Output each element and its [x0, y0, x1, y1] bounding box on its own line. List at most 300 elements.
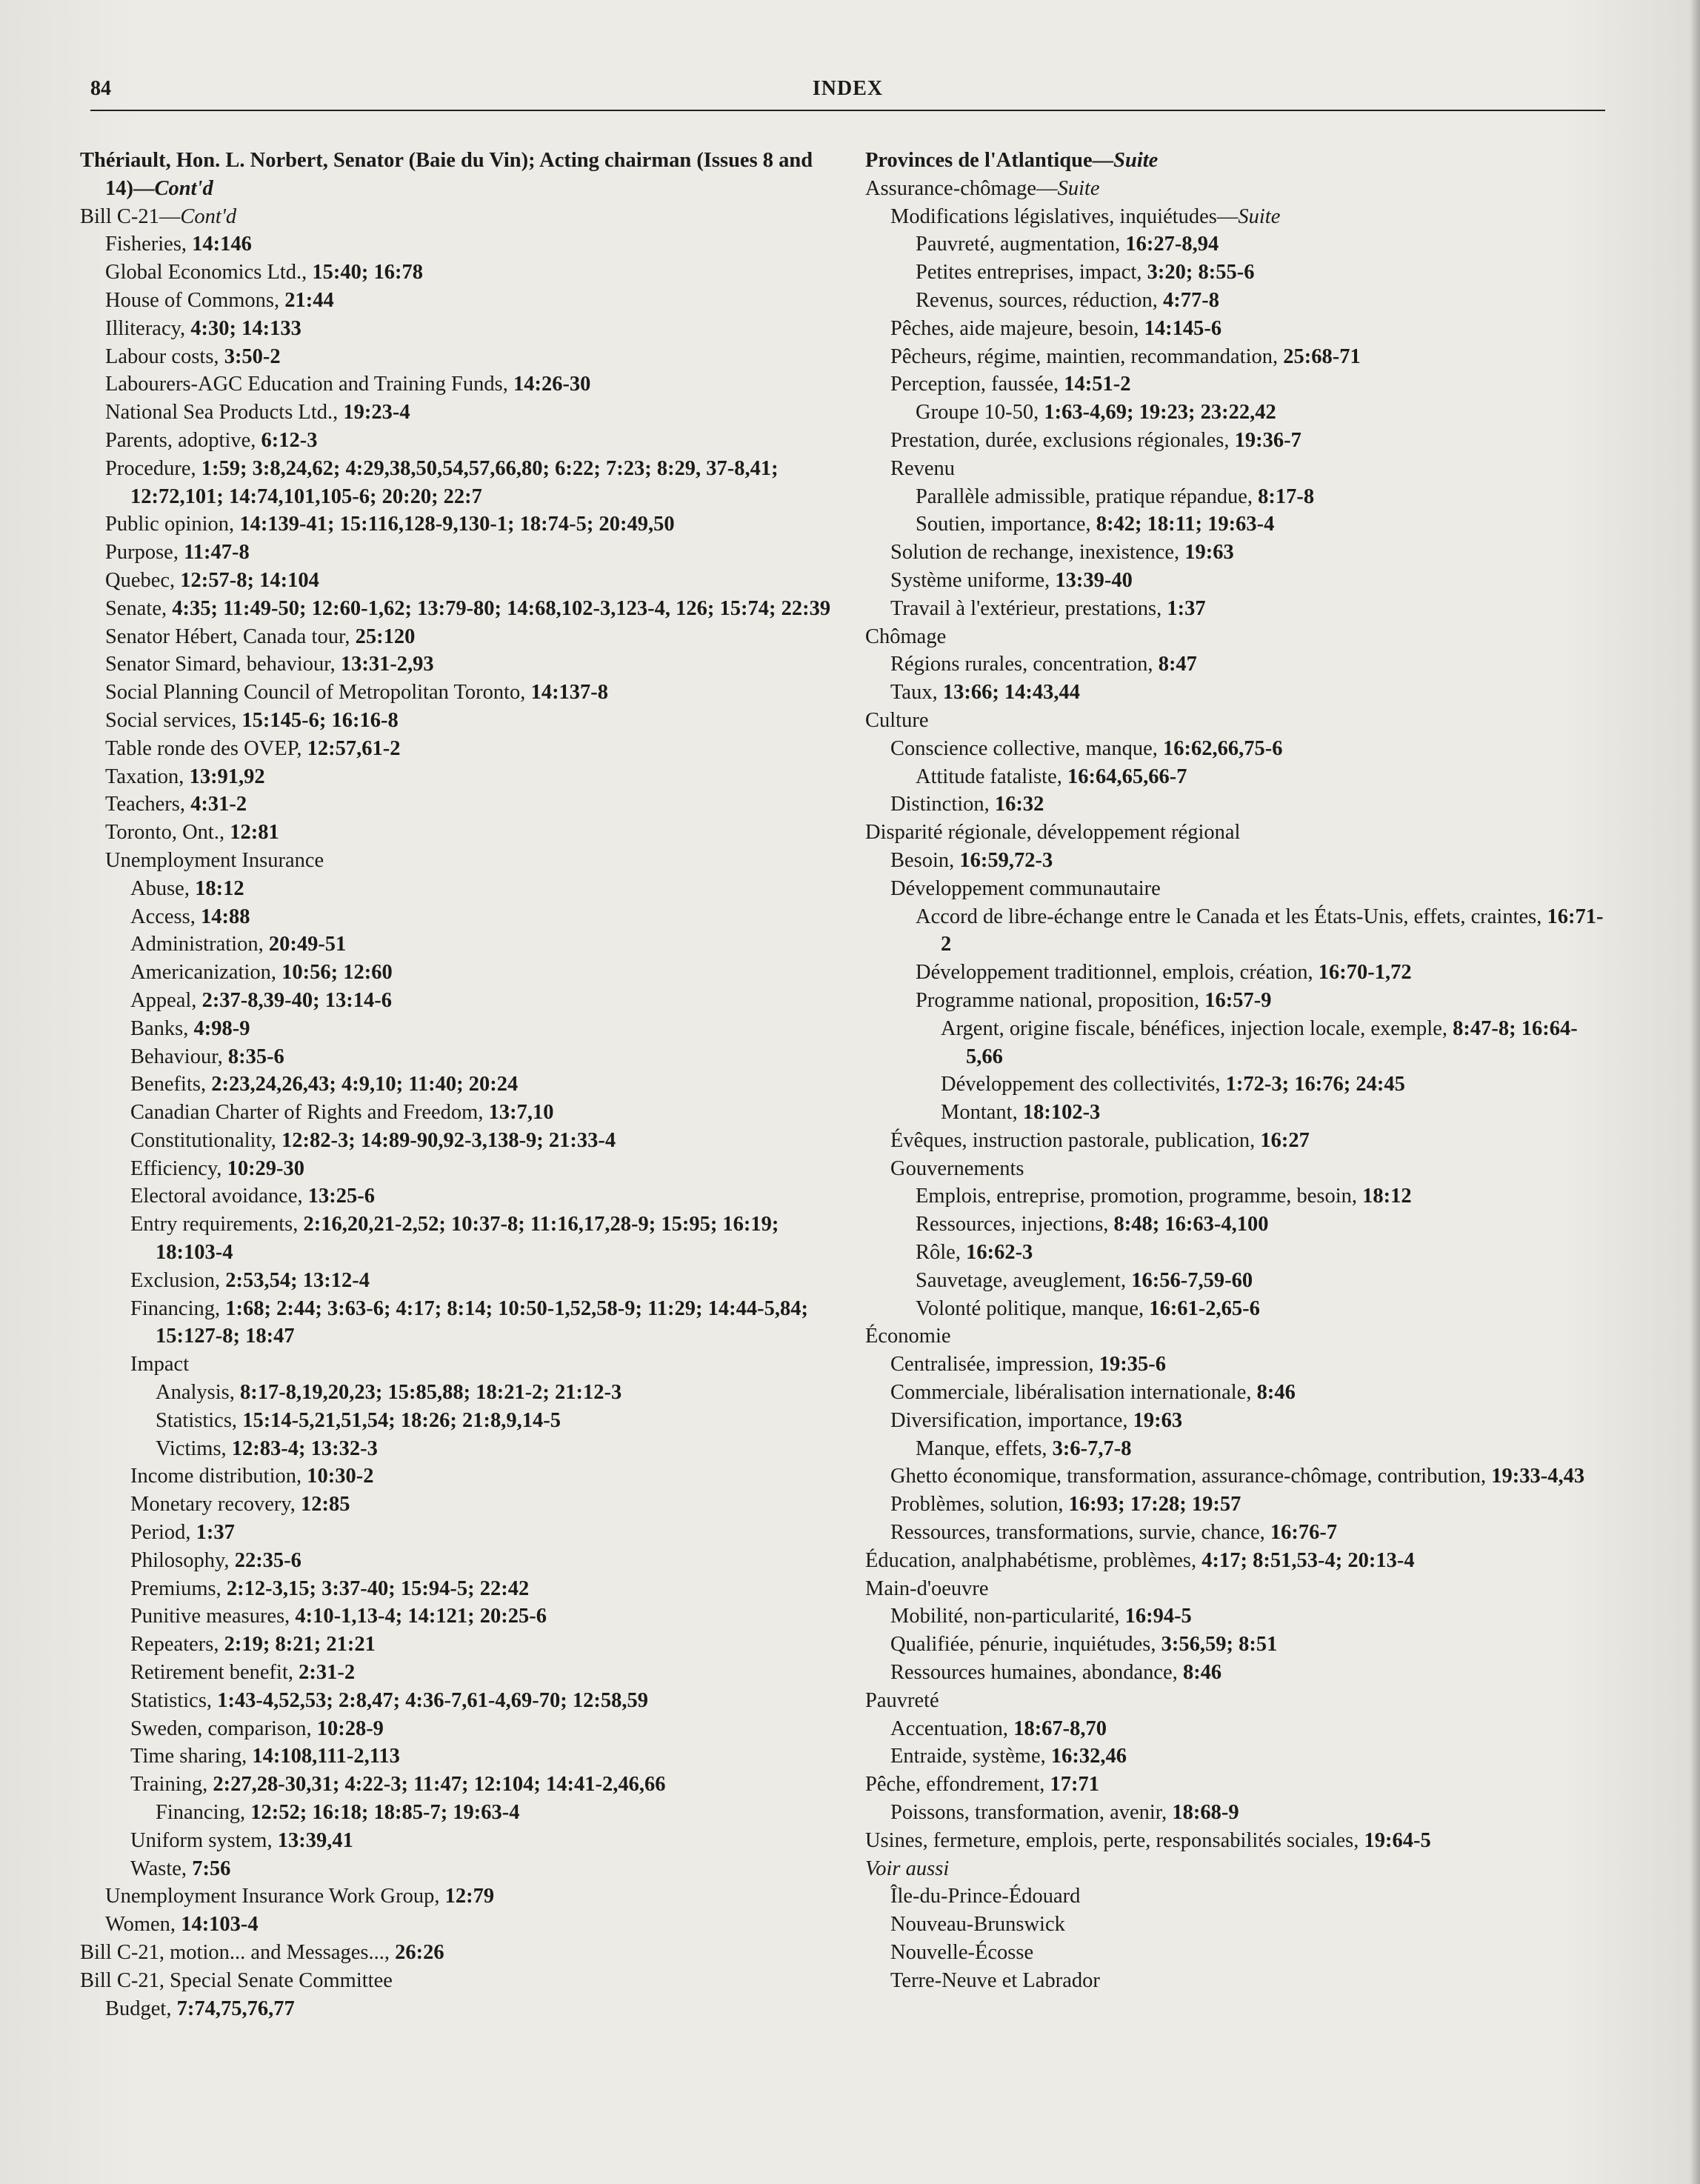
entry-text: Argent, origine fiscale, bénéfices, injection locale, exemple, — [941, 1016, 1453, 1040]
index-entry — [865, 1547, 1606, 1575]
entry-references: 17:71 — [1050, 1773, 1100, 1797]
entry-references: 22:35-6 — [234, 1548, 301, 1572]
entry-text: Electoral avoidance, — [130, 1185, 308, 1208]
entry-references: 14:139-41; 15:116,128-9,130-1; 18:74-5; 20:49,50 — [239, 513, 675, 536]
entry-text: Victims, — [156, 1436, 232, 1460]
entry-italic: Cont'd — [180, 204, 237, 228]
index-entry — [865, 370, 1606, 399]
entry-text: Sauvetage, aveuglement, — [916, 1268, 1132, 1292]
entry-text: Usines, fermeture, emplois, perte, responsabilités sociales, — [865, 1828, 1364, 1852]
entry-text: Labourers-AGC Education and Training Funds, — [105, 373, 513, 396]
index-entry — [80, 1099, 832, 1127]
index-entry — [80, 1127, 832, 1155]
entry-italic: Suite — [1238, 204, 1281, 228]
entry-references: 13:7,10 — [488, 1101, 554, 1125]
index-entry — [865, 959, 1606, 987]
entry-references: 16:62-3 — [966, 1241, 1033, 1265]
entry-text: Groupe 10-50, — [916, 401, 1044, 425]
index-entry — [865, 1575, 1606, 1603]
entry-text: Poissons, transformation, avenir, — [890, 1801, 1173, 1825]
index-entry — [865, 399, 1606, 427]
entry-references: 19:33-4,43 — [1491, 1465, 1585, 1488]
entry-text: Labour costs, — [105, 344, 224, 368]
entry-references: 4:35; 11:49-50; 12:60-1,62; 13:79-80; 14:68,102-3,123-4, 126; 15:74; 22:39 — [172, 596, 831, 620]
entry-text: Appeal, — [130, 988, 202, 1012]
entry-text: Training, — [130, 1773, 213, 1797]
entry-text: Mobilité, non-particularité, — [890, 1605, 1125, 1628]
index-entry — [80, 790, 832, 819]
entry-text: Unemployment Insurance Work Group, — [105, 1885, 445, 1908]
entry-text: Évêques, instruction pastorale, publication, — [890, 1128, 1261, 1152]
index-entry — [865, 1827, 1606, 1855]
entry-text: Impact — [130, 1353, 190, 1376]
entry-references: 19:35-6 — [1099, 1353, 1167, 1376]
entry-references: 2:12-3,15; 3:37-40; 15:94-5; 22:42 — [226, 1577, 530, 1600]
entry-text: Women, — [105, 1913, 181, 1937]
index-entry — [80, 567, 832, 595]
entry-text: Éducation, analphabétisme, problèmes, — [865, 1548, 1202, 1572]
entry-text: Administration, — [130, 933, 269, 956]
index-entry — [865, 483, 1606, 511]
index-entry — [865, 1631, 1606, 1659]
index-entry — [80, 987, 832, 1015]
index-entry — [865, 1491, 1606, 1519]
index-entry — [865, 1099, 1606, 1127]
entry-references: 10:29-30 — [227, 1156, 305, 1180]
index-entry — [865, 1211, 1606, 1239]
entry-references: 12:83-4; 13:32-3 — [231, 1436, 378, 1460]
index-entry — [80, 1211, 832, 1267]
entry-references: 25:68-71 — [1283, 344, 1361, 368]
index-entry — [865, 1267, 1606, 1295]
index-entry — [80, 1882, 832, 1911]
index-entry — [80, 1967, 832, 1995]
index-entry — [80, 1602, 832, 1631]
entry-text: Commerciale, libéralisation internationale, — [890, 1381, 1257, 1405]
entry-references: 16:27 — [1260, 1128, 1310, 1152]
index-entry — [80, 1155, 832, 1183]
entry-references: 16:57-9 — [1204, 988, 1272, 1012]
entry-references: 8:42; 18:11; 19:63-4 — [1096, 513, 1275, 536]
entry-references: 18:68-9 — [1172, 1801, 1239, 1825]
index-entry — [80, 595, 832, 623]
index-entry — [80, 1491, 832, 1519]
index-entry — [865, 1182, 1606, 1211]
entry-text: Behaviour, — [130, 1045, 228, 1068]
index-entry — [865, 847, 1606, 875]
index-entry — [80, 1911, 832, 1939]
index-entry — [80, 287, 832, 315]
entry-text: Time sharing, — [130, 1745, 253, 1768]
entry-text: Social Planning Council of Metropolitan Toronto, — [105, 681, 531, 705]
entry-references: 13:25-6 — [307, 1185, 375, 1208]
index-entry — [80, 707, 832, 735]
index-entry — [80, 539, 832, 567]
index-entry — [865, 1407, 1606, 1435]
page-header — [90, 77, 1605, 111]
entry-references: 8:17-8 — [1258, 485, 1315, 508]
entry-text: Pauvreté, augmentation, — [916, 233, 1126, 256]
entry-text: Entraide, système, — [890, 1745, 1051, 1768]
index-entry — [80, 1071, 832, 1099]
entry-references: 12:85 — [301, 1493, 350, 1517]
entry-references: 2:16,20,21-2,52; 10:37-8; 11:16,17,28-9; 15:95; 16:19; 18:103-4 — [156, 1213, 779, 1265]
entry-references: 8:47 — [1158, 653, 1197, 676]
index-entry — [80, 1575, 832, 1603]
entry-text: Income distribution, — [130, 1465, 307, 1488]
entry-text: Pauvreté — [865, 1688, 939, 1712]
entry-text: Problèmes, solution, — [890, 1493, 1069, 1517]
entry-references: 16:64,65,66-7 — [1067, 765, 1187, 788]
entry-text: Senate, — [105, 596, 173, 620]
entry-references: 1:72-3; 16:76; 24:45 — [1225, 1073, 1405, 1096]
index-entry — [865, 595, 1606, 623]
entry-references: 13:31-2,93 — [340, 653, 434, 676]
entry-references: 10:56; 12:60 — [281, 961, 393, 985]
entry-text: Sweden, comparison, — [130, 1717, 317, 1740]
entry-text: Attitude fataliste, — [916, 765, 1067, 788]
entry-text: Monetary recovery, — [130, 1493, 301, 1517]
entry-text: Qualifiée, pénurie, inquiétudes, — [890, 1633, 1161, 1657]
index-entry — [80, 427, 832, 455]
entry-references: 18:12 — [1362, 1185, 1412, 1208]
entry-references: 14:108,111-2,113 — [252, 1745, 400, 1768]
entry-text: Prestation, durée, exclusions régionales, — [890, 428, 1235, 452]
entry-text: Statistics, — [156, 1408, 243, 1432]
entry-text: Premiums, — [130, 1577, 227, 1600]
entry-text: Pêcheurs, régime, maintien, recommandation, — [890, 344, 1284, 368]
index-entry — [865, 623, 1606, 651]
index-entry — [80, 455, 832, 511]
entry-references: 13:91,92 — [189, 765, 265, 788]
entry-references: 1:63-4,69; 19:23; 23:22,42 — [1044, 401, 1276, 425]
entry-text: Senator Simard, behaviour, — [105, 653, 341, 676]
entry-italic: Suite — [1057, 176, 1100, 200]
index-entry — [80, 1519, 832, 1547]
index-entry — [865, 763, 1606, 791]
index-entry — [80, 1939, 832, 1967]
entry-text: Accentuation, — [890, 1717, 1014, 1740]
index-entry — [865, 1882, 1606, 1911]
entry-text: Revenus, sources, réduction, — [916, 288, 1163, 312]
entry-text: Statistics, — [130, 1688, 218, 1712]
entry-references: 13:39-40 — [1055, 568, 1133, 592]
entry-references: 15:40; 16:78 — [312, 261, 424, 284]
index-entry — [80, 847, 832, 875]
index-entry — [865, 679, 1606, 707]
entry-references: 2:31-2 — [299, 1661, 356, 1685]
entry-references: 14:88 — [200, 905, 250, 928]
entry-text: Punitive measures, — [130, 1605, 296, 1628]
index-entry — [865, 343, 1606, 371]
entry-references: 4:77-8 — [1163, 288, 1219, 312]
entry-references: 16:27-8,94 — [1125, 233, 1219, 256]
entry-references: 19:36-7 — [1234, 428, 1301, 452]
entry-references: 4:31-2 — [190, 793, 247, 816]
entry-text: Senator Hébert, Canada tour, — [105, 625, 356, 648]
index-entry — [865, 735, 1606, 763]
index-entry — [865, 1939, 1606, 1967]
right-column — [865, 147, 1606, 1995]
entry-references: 19:63 — [1184, 541, 1234, 565]
index-entry — [865, 1071, 1606, 1099]
left-column — [80, 147, 832, 2022]
entry-references: 12:57-8; 14:104 — [180, 568, 319, 592]
index-entry — [80, 147, 832, 203]
index-entry — [80, 650, 832, 679]
entry-references: 13:66; 14:43,44 — [942, 681, 1081, 705]
index-entry — [865, 1602, 1606, 1631]
entry-references: 16:71-2 — [941, 905, 1604, 956]
running-head: INDEX — [812, 77, 884, 100]
entry-references: 15:145-6; 16:16-8 — [241, 708, 399, 732]
entry-references: 1:68; 2:44; 3:63-6; 4:17; 8:14; 10:50-1,52,58-9; 11:29; 14:44-5,84; 15:127-8; 18:47 — [156, 1296, 808, 1348]
entry-text: Accord de libre-échange entre le Canada et les États-Unis, effets, craintes, — [916, 905, 1547, 928]
entry-references: 14:51-2 — [1064, 373, 1131, 396]
entry-references: 20:49-51 — [268, 933, 347, 956]
entry-text: Rôle, — [916, 1241, 967, 1265]
index-entry — [865, 1799, 1606, 1827]
entry-text: Gouvernements — [890, 1156, 1024, 1180]
entry-text: Île-du-Prince-Édouard — [890, 1885, 1081, 1908]
entry-text: Terre-Neuve et Labrador — [890, 1968, 1100, 1992]
entry-text: Pêches, aide majeure, besoin, — [890, 316, 1144, 340]
entry-text: Perception, faussée, — [890, 373, 1064, 396]
entry-references: 2:37-8,39-40; 13:14-6 — [201, 988, 393, 1012]
index-entry — [865, 707, 1606, 735]
entry-text: Chômage — [865, 625, 947, 648]
entry-text: Nouveau-Brunswick — [890, 1913, 1065, 1937]
index-entry — [80, 1547, 832, 1575]
entry-text: Thériault, Hon. L. Norbert, Senator (Baie du Vin); Acting chairman (Issues 8 and 14)— — [80, 149, 813, 200]
entry-references: 16:70-1,72 — [1318, 961, 1412, 985]
entry-italic: Voir aussi — [865, 1857, 950, 1880]
entry-text: Teachers, — [105, 793, 191, 816]
entry-text: Fisheries, — [105, 233, 193, 256]
index-entry — [80, 959, 832, 987]
index-entry — [865, 567, 1606, 595]
entry-text: Besoin, — [890, 848, 960, 872]
entry-text: Procedure, — [105, 456, 201, 480]
entry-text: Bill C-21— — [80, 204, 181, 228]
entry-text: Taux, — [890, 681, 943, 705]
index-entry — [865, 790, 1606, 819]
entry-text: Parents, adoptive, — [105, 428, 261, 452]
entry-references: 3:20; 8:55-6 — [1147, 261, 1255, 284]
entry-text: Petites entreprises, impact, — [916, 261, 1147, 284]
entry-references: 8:46 — [1256, 1381, 1296, 1405]
entry-text: Purpose, — [105, 541, 184, 565]
entry-references: 19:63 — [1133, 1408, 1183, 1432]
entry-text: Global Economics Ltd., — [105, 261, 313, 284]
entry-references: 10:30-2 — [307, 1465, 374, 1488]
entry-text: Développement des collectivités, — [941, 1073, 1226, 1096]
entry-references: 8:35-6 — [227, 1045, 284, 1068]
index-entry — [865, 175, 1606, 203]
index-entry — [865, 510, 1606, 539]
entry-references: 13:39,41 — [277, 1828, 353, 1852]
entry-text: Centralisée, impression, — [890, 1353, 1099, 1376]
index-entry — [80, 259, 832, 287]
index-entry — [865, 1127, 1606, 1155]
index-entry — [865, 650, 1606, 679]
index-entry — [865, 987, 1606, 1015]
index-entry — [865, 1435, 1606, 1463]
index-entry — [865, 259, 1606, 287]
index-entry — [80, 1742, 832, 1771]
entry-text: Conscience collective, manque, — [890, 736, 1163, 760]
entry-text: Distinction, — [890, 793, 995, 816]
entry-text: Revenu — [890, 456, 956, 480]
index-entry — [865, 1155, 1606, 1183]
entry-references: 16:93; 17:28; 19:57 — [1068, 1493, 1241, 1517]
entry-text: Access, — [130, 905, 201, 928]
entry-text: Développement communautaire — [890, 876, 1161, 900]
index-entry — [80, 1182, 832, 1211]
entry-text: Exclusion, — [130, 1268, 226, 1292]
entry-text: Soutien, importance, — [916, 513, 1096, 536]
entry-text: Pêche, effondrement, — [865, 1773, 1050, 1797]
index-entry — [80, 343, 832, 371]
entry-text: Americanization, — [130, 961, 282, 985]
entry-references: 19:23-4 — [343, 401, 410, 425]
index-entry — [865, 427, 1606, 455]
entry-references: 2:19; 8:21; 21:21 — [224, 1633, 376, 1657]
index-entry — [865, 230, 1606, 259]
index-entry — [865, 819, 1606, 847]
entry-text: Efficiency, — [130, 1156, 227, 1180]
entry-references: 12:52; 16:18; 18:85-7; 19:63-4 — [250, 1801, 520, 1825]
index-entry — [80, 1379, 832, 1407]
entry-references: 6:12-3 — [261, 428, 318, 452]
entry-references: 16:94-5 — [1124, 1605, 1192, 1628]
index-entry — [80, 930, 832, 959]
entry-text: Retirement benefit, — [130, 1661, 299, 1685]
entry-text: Manque, effets, — [916, 1436, 1053, 1460]
entry-text: Financing, — [130, 1296, 226, 1320]
entry-text: Repeaters, — [130, 1633, 224, 1657]
index-entry — [865, 1742, 1606, 1771]
index-entry — [865, 1239, 1606, 1267]
entry-text: Banks, — [130, 1016, 194, 1040]
index-entry — [865, 1295, 1606, 1323]
entry-text: Travail à l'extérieur, prestations, — [890, 596, 1167, 620]
entry-text: House of Commons, — [105, 288, 285, 312]
index-entry — [80, 1015, 832, 1043]
entry-references: 1:43-4,52,53; 2:8,47; 4:36-7,61-4,69-70; 12:58,59 — [217, 1688, 648, 1712]
entry-italic: Cont'd — [154, 176, 213, 200]
entry-text: Ghetto économique, transformation, assurance-chômage, contribution, — [890, 1465, 1492, 1488]
index-entry — [865, 455, 1606, 483]
index-entry — [865, 1462, 1606, 1491]
entry-text: Canadian Charter of Rights and Freedom, — [130, 1101, 489, 1125]
index-entry — [80, 1631, 832, 1659]
entry-references: 21:44 — [284, 288, 334, 312]
entry-references: 12:79 — [444, 1885, 495, 1908]
index-entry — [865, 287, 1606, 315]
entry-text: Illiteracy, — [105, 316, 191, 340]
index-entry — [80, 819, 832, 847]
entry-text: Toronto, Ont., — [105, 821, 230, 845]
index-entry — [80, 903, 832, 931]
entry-references: 4:30; 14:133 — [190, 316, 301, 340]
index-entry — [865, 1322, 1606, 1351]
entry-references: 7:56 — [192, 1857, 231, 1880]
entry-text: Système uniforme, — [890, 568, 1056, 592]
entry-text: Volonté politique, manque, — [916, 1296, 1150, 1320]
entry-text: Table ronde des OVEP, — [105, 736, 307, 760]
entry-text: Diversification, importance, — [890, 1408, 1133, 1432]
index-entry — [865, 539, 1606, 567]
entry-text: Ressources, transformations, survie, chance, — [890, 1521, 1270, 1545]
entry-references: 2:27,28-30,31; 4:22-3; 11:47; 12:104; 14:41-2,46,66 — [213, 1773, 666, 1797]
entry-text: Uniform system, — [130, 1828, 278, 1852]
index-entry — [865, 147, 1606, 175]
entry-references: 3:50-2 — [224, 344, 281, 368]
entry-references: 16:59,72-3 — [959, 848, 1053, 872]
index-entry — [865, 203, 1606, 231]
entry-text: Analysis, — [156, 1381, 240, 1405]
entry-text: Constitutionality, — [130, 1128, 281, 1152]
index-entry — [865, 1715, 1606, 1743]
entry-text: Taxation, — [105, 765, 190, 788]
entry-text: Quebec, — [105, 568, 181, 592]
entry-text: Abuse, — [130, 876, 196, 900]
entry-references: 15:14-5,21,51,54; 18:26; 21:8,9,14-5 — [242, 1408, 561, 1432]
entry-italic: Suite — [1113, 149, 1159, 172]
entry-references: 3:6-7,7-8 — [1052, 1436, 1132, 1460]
entry-references: 16:56-7,59-60 — [1131, 1268, 1253, 1292]
entry-references: 4:17; 8:51,53-4; 20:13-4 — [1201, 1548, 1415, 1572]
entry-text: Parallèle admissible, pratique répandue, — [916, 485, 1259, 508]
index-entry — [865, 903, 1606, 959]
index-entry — [80, 1659, 832, 1687]
entry-references: 4:10-1,13-4; 14:121; 20:25-6 — [295, 1605, 547, 1628]
index-entry — [80, 1687, 832, 1715]
index-entry — [80, 1771, 832, 1799]
entry-references: 14:137-8 — [530, 681, 609, 705]
entry-text: Unemployment Insurance — [105, 848, 324, 872]
entry-references: 18:12 — [195, 876, 244, 900]
entry-references: 14:103-4 — [181, 1913, 259, 1937]
page-number: 84 — [90, 77, 111, 100]
index-entry — [865, 1771, 1606, 1799]
index-entry — [80, 1799, 832, 1827]
entry-text: Économie — [865, 1325, 951, 1348]
index-entry — [80, 875, 832, 903]
entry-text: Disparité régionale, développement régional — [865, 821, 1241, 845]
index-entry — [865, 315, 1606, 343]
index-entry — [80, 1407, 832, 1435]
entry-references: 2:23,24,26,43; 4:9,10; 11:40; 20:24 — [211, 1073, 519, 1096]
entry-text: Bill C-21, motion... and Messages..., — [80, 1941, 396, 1964]
entry-references: 11:47-8 — [184, 541, 250, 565]
entry-text: Provinces de l'Atlantique— — [865, 149, 1114, 172]
entry-text: Financing, — [156, 1801, 251, 1825]
index-entry — [80, 1827, 832, 1855]
entry-text: Culture — [865, 708, 929, 732]
entry-references: 16:32,46 — [1050, 1745, 1127, 1768]
index-entry — [865, 1659, 1606, 1687]
entry-references: 8:17-8,19,20,23; 15:85,88; 18:21-2; 21:12-3 — [240, 1381, 622, 1405]
index-entry — [865, 1379, 1606, 1407]
index-entry — [80, 315, 832, 343]
entry-text: Period, — [130, 1521, 196, 1545]
index-entry — [865, 1015, 1606, 1071]
index-entry — [80, 1295, 832, 1351]
entry-text: Social services, — [105, 708, 242, 732]
entry-text: Assurance-chômage— — [865, 176, 1058, 200]
